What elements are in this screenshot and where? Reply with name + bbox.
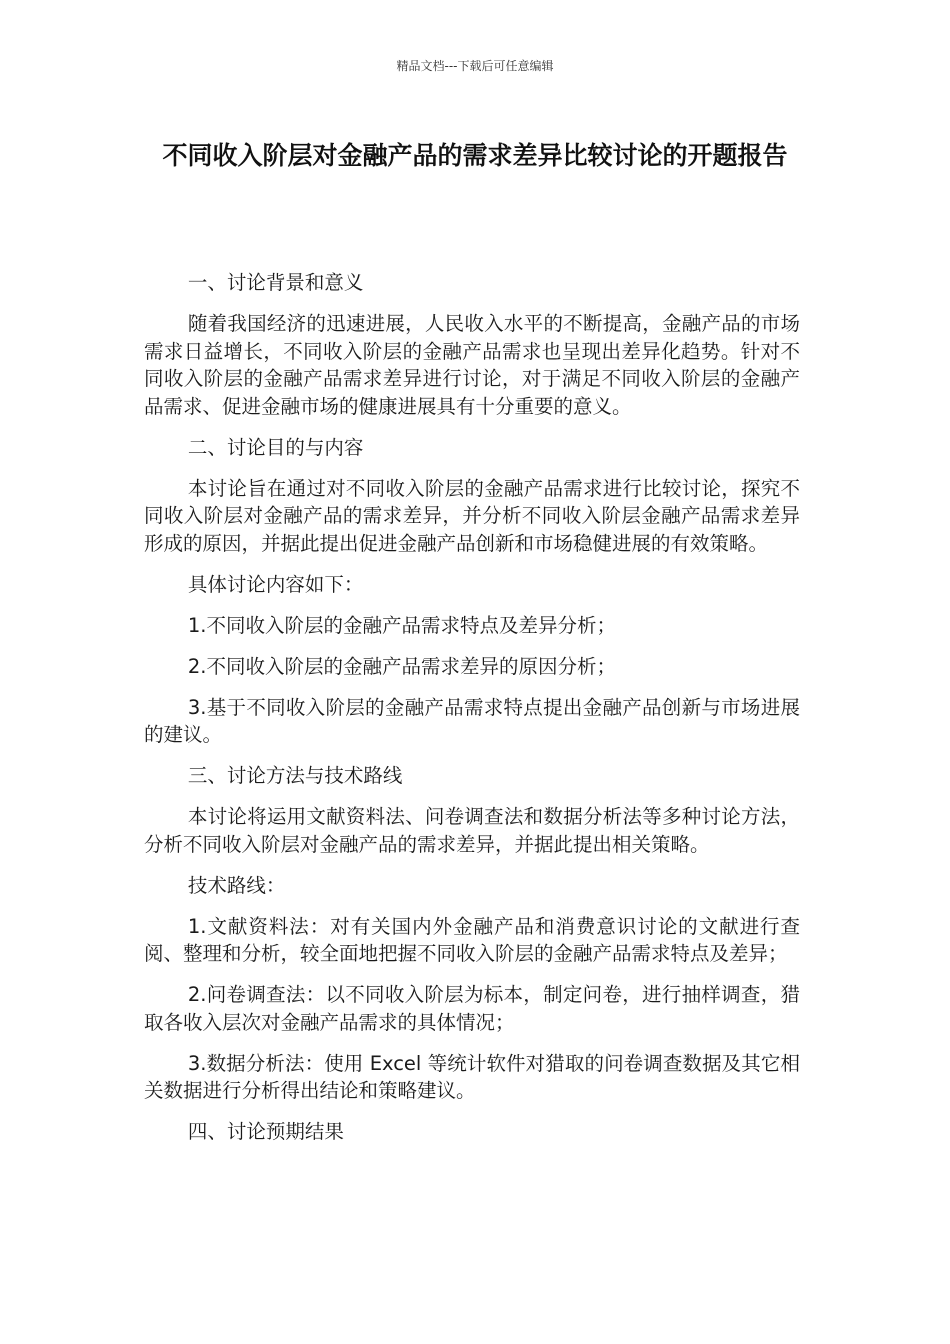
list-item-route-2: 2.问卷调查法：以不同收入阶层为标本，制定问卷，进行抽样调查，猎取各收入层次对金融产品需求的具体情况； xyxy=(144,983,800,1034)
paragraph-purpose: 本讨论旨在通过对不同收入阶层的金融产品需求进行比较讨论，探究不同收入阶层对金融产品的需求差异，并分析不同收入阶层金融产品需求差异形成的原因，并据此提出促进金融产品创新和市场稳健进展的有效策略。 xyxy=(144,476,800,555)
paragraph-background: 随着我国经济的迅速进展，人民收入水平的不断提高，金融产品的市场需求日益增长，不同收入阶层的金融产品需求也呈现出差异化趋势。针对不同收入阶层的金融产品需求差异进行讨论，对于满足不同收入阶层的金融产品需求、促进金融市场的健康进展具有十分重要的意义。 xyxy=(144,312,800,418)
list-item-content-3: 3.基于不同收入阶层的金融产品需求特点提出金融产品创新与市场进展的建议。 xyxy=(144,695,800,746)
section-heading-purpose: 二、讨论目的与内容 xyxy=(187,435,364,459)
document-body xyxy=(144,269,800,1159)
paragraph-route-intro: 技术路线： xyxy=(187,873,286,897)
section-heading-results: 四、讨论预期结果 xyxy=(187,1120,344,1143)
list-item-content-2: 2.不同收入阶层的金融产品需求差异的原因分析； xyxy=(187,654,616,678)
paragraph-content-intro: 具体讨论内容如下： xyxy=(187,572,364,596)
section-heading-methods: 三、讨论方法与技术路线 xyxy=(187,764,403,787)
paragraph-methods: 本讨论将运用文献资料法、问卷调查法和数据分析法等多种讨论方法，分析不同收入阶层对金融产品的需求差异，并据此提出相关策略。 xyxy=(144,805,800,856)
list-item-route-3: 3.数据分析法：使用 Excel 等统计软件对猎取的问卷调查数据及其它相关数据进行分析得出结论和策略建议。 xyxy=(144,1051,800,1102)
header-watermark: 精品文档---下载后可任意编辑 xyxy=(396,59,554,73)
document-title: 不同收入阶层对金融产品的需求差异比较讨论的开题报告 xyxy=(162,141,788,170)
list-item-content-1: 1.不同收入阶层的金融产品需求特点及差异分析； xyxy=(187,613,616,637)
list-item-route-1: 1.文献资料法：对有关国内外金融产品和消费意识讨论的文献进行查阅、整理和分析，较全面地把握不同收入阶层的金融产品需求特点及差异； xyxy=(144,914,800,965)
section-heading-background: 一、讨论背景和意义 xyxy=(187,271,364,294)
